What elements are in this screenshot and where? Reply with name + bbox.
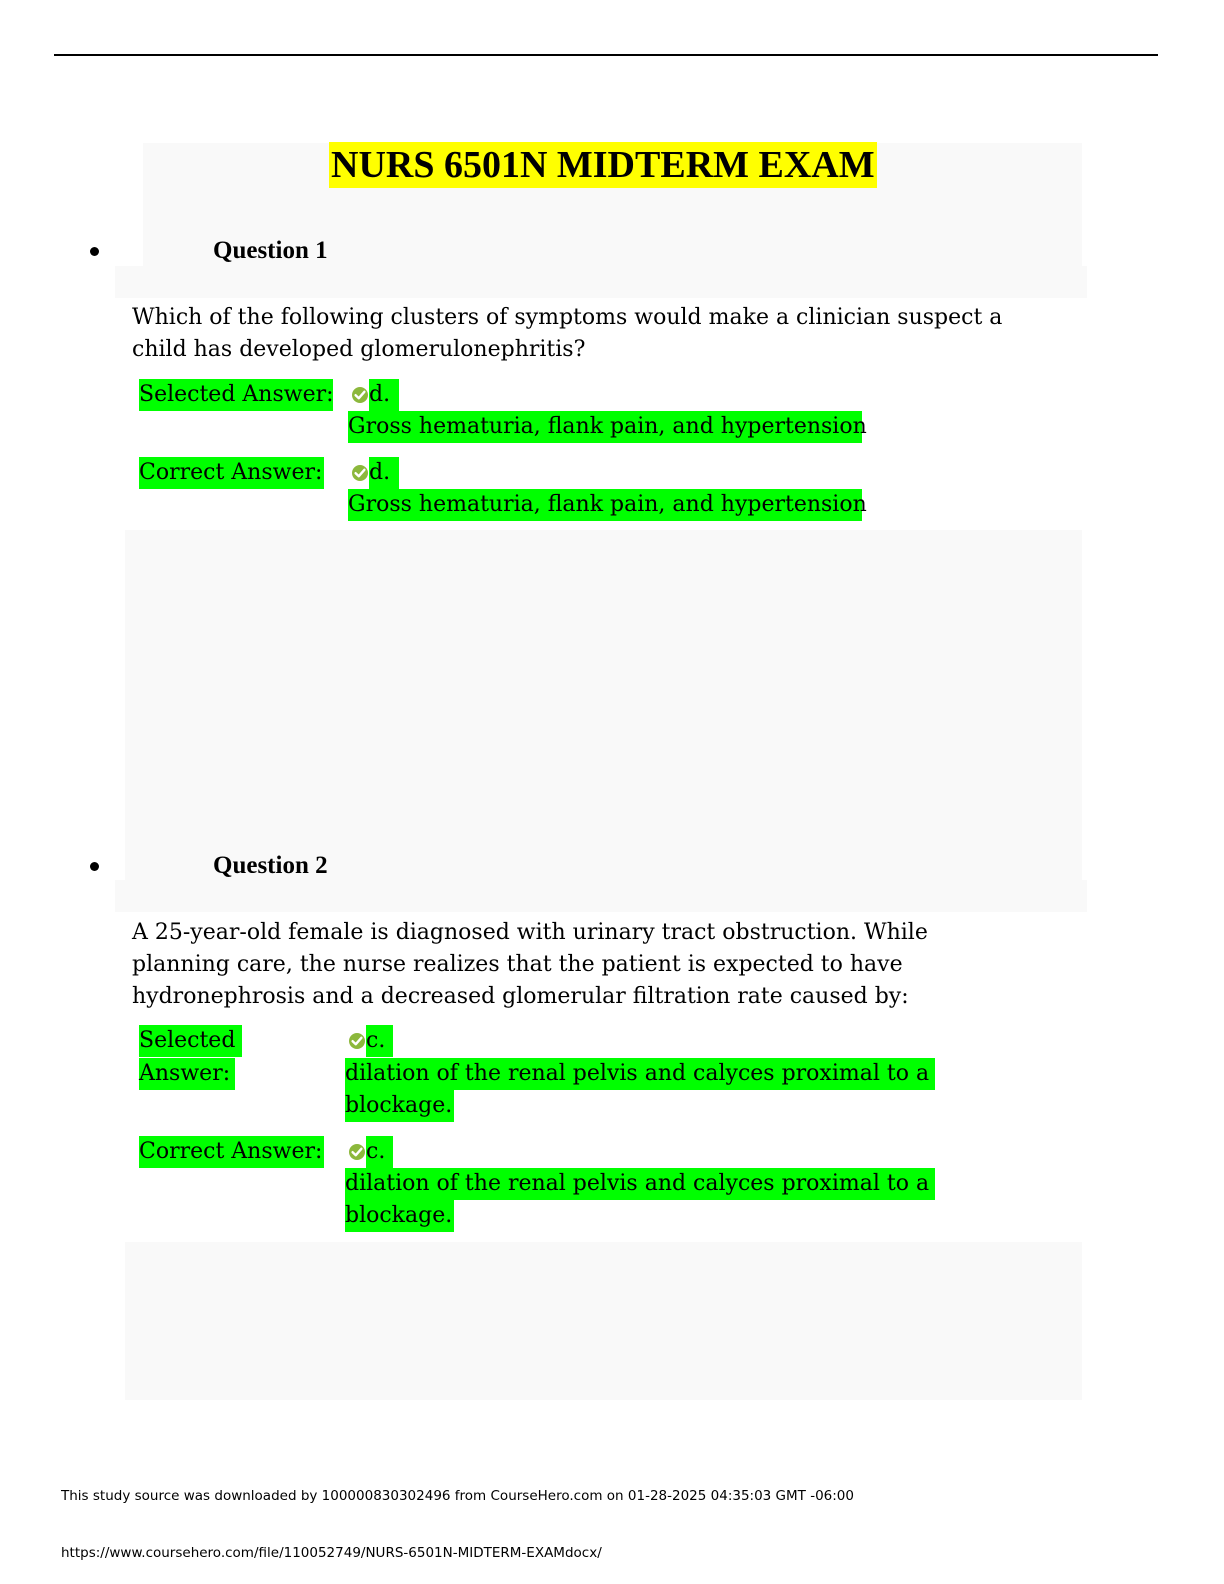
question-2-selected-text-line1: dilation of the renal pelvis and calyces proximal to a [345, 1058, 935, 1090]
question-1-selected-label: Selected Answer: [139, 379, 333, 411]
footer-source-line: This study source was downloaded by 100000830302496 from CourseHero.com on 01-28-2025 04:35:03 GMT -06:00 [61, 1488, 854, 1504]
question-2-header-panel [115, 880, 1087, 912]
question-2-correct-letter: c. [366, 1136, 393, 1168]
question-2-correct-text-line1: dilation of the renal pelvis and calyces proximal to a [345, 1168, 935, 1200]
question-1-correct-letter: d. [369, 457, 399, 489]
question-1-text: Which of the following clusters of symptoms would make a clinician suspect a child has developed glomerulonephritis? [132, 305, 1003, 362]
check-circle-icon [351, 386, 369, 404]
check-circle-icon [351, 464, 369, 482]
question-2-answer-panel [125, 1242, 1082, 1400]
question-1-answer-panel [125, 530, 1082, 880]
question-1-bullet [90, 247, 99, 256]
question-2-selected-letter: c. [366, 1025, 393, 1057]
question-1-title: Question 1 [213, 237, 328, 264]
question-2-selected-text-line2: blockage. [345, 1090, 454, 1122]
question-2-selected-label-line2: Answer: [139, 1058, 235, 1090]
check-circle-icon [348, 1143, 366, 1161]
question-1-correct-text: Gross hematuria, flank pain, and hypertension [348, 489, 862, 521]
question-2-correct-text-line2: blockage. [345, 1200, 454, 1232]
question-1-header-panel [115, 266, 1087, 298]
top-divider [54, 54, 1158, 56]
question-2-bullet [90, 862, 99, 871]
question-2-title: Question 2 [213, 852, 328, 879]
question-2-correct-label: Correct Answer: [139, 1136, 324, 1168]
page-title: NURS 6501N MIDTERM EXAM [331, 144, 875, 186]
question-2-text: A 25-year-old female is diagnosed with urinary tract obstruction. While planning care, the nurse realizes that the patient is expected to have hydronephrosis and a decreased glomerular filtration rate caused by: [132, 920, 928, 1009]
question-1-selected-letter: d. [369, 379, 399, 411]
question-1-selected-text: Gross hematuria, flank pain, and hypertension [348, 411, 862, 443]
check-circle-icon [348, 1032, 366, 1050]
question-1-correct-label: Correct Answer: [139, 457, 324, 489]
question-2-selected-label-line1: Selected [139, 1025, 242, 1057]
footer-url[interactable]: https://www.coursehero.com/file/110052749/NURS-6501N-MIDTERM-EXAMdocx/ [61, 1545, 602, 1561]
